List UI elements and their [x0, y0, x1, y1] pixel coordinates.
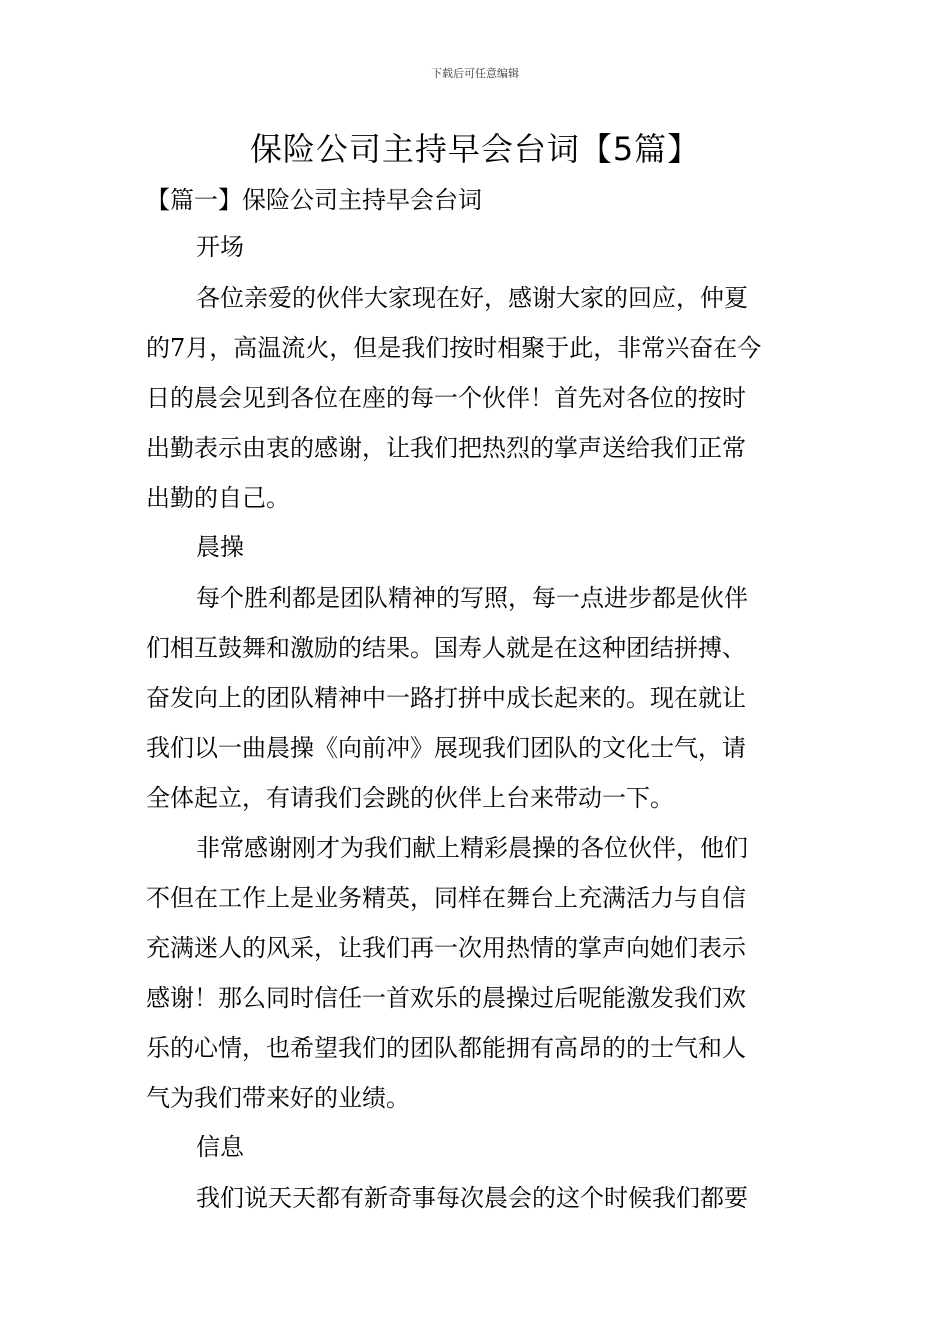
paragraph-line: 我们以一曲晨操《向前冲》展现我们团队的文化士气，请: [146, 734, 746, 762]
subheading-opening: 开场: [196, 233, 244, 261]
section-heading: 【篇一】保险公司主持早会台词: [146, 186, 482, 214]
paragraph-line: 感谢！那么同时信任一首欢乐的晨操过后呢能激发我们欢: [146, 984, 746, 1012]
subheading-exercise: 晨操: [196, 533, 244, 561]
paragraph-line: 出勤的自己。: [146, 484, 290, 512]
paragraph-line: 非常感谢刚才为我们献上精彩晨操的各位伙伴，他们: [196, 834, 748, 862]
document-title: 保险公司主持早会台词【5篇】: [249, 130, 701, 168]
paragraph-line: 各位亲爱的伙伴大家现在好，感谢大家的回应，仲夏: [196, 284, 748, 312]
subheading-info: 信息: [196, 1133, 244, 1161]
paragraph-line: 的7月，高温流火，但是我们按时相聚于此，非常兴奋在今: [146, 334, 762, 362]
header-note: 下载后可任意编辑: [431, 67, 519, 80]
paragraph-line: 气为我们带来好的业绩。: [146, 1084, 410, 1112]
paragraph-line: 出勤表示由衷的感谢，让我们把热烈的掌声送给我们正常: [146, 434, 746, 462]
paragraph-line: 全体起立，有请我们会跳的伙伴上台来带动一下。: [146, 784, 674, 812]
paragraph-line: 不但在工作上是业务精英，同样在舞台上充满活力与自信: [146, 884, 746, 912]
paragraph-line: 我们说天天都有新奇事每次晨会的这个时候我们都要: [196, 1184, 748, 1212]
paragraph-line: 充满迷人的风采，让我们再一次用热情的掌声向她们表示: [146, 934, 746, 962]
paragraph-line: 每个胜利都是团队精神的写照，每一点进步都是伙伴: [196, 584, 748, 612]
paragraph-line: 日的晨会见到各位在座的每一个伙伴！首先对各位的按时: [146, 384, 746, 412]
paragraph-line: 奋发向上的团队精神中一路打拼中成长起来的。现在就让: [146, 684, 746, 712]
paragraph-line: 乐的心情，也希望我们的团队都能拥有高昂的的士气和人: [146, 1034, 746, 1062]
paragraph-line: 们相互鼓舞和激励的结果。国寿人就是在这种团结拼搏、: [146, 634, 746, 662]
